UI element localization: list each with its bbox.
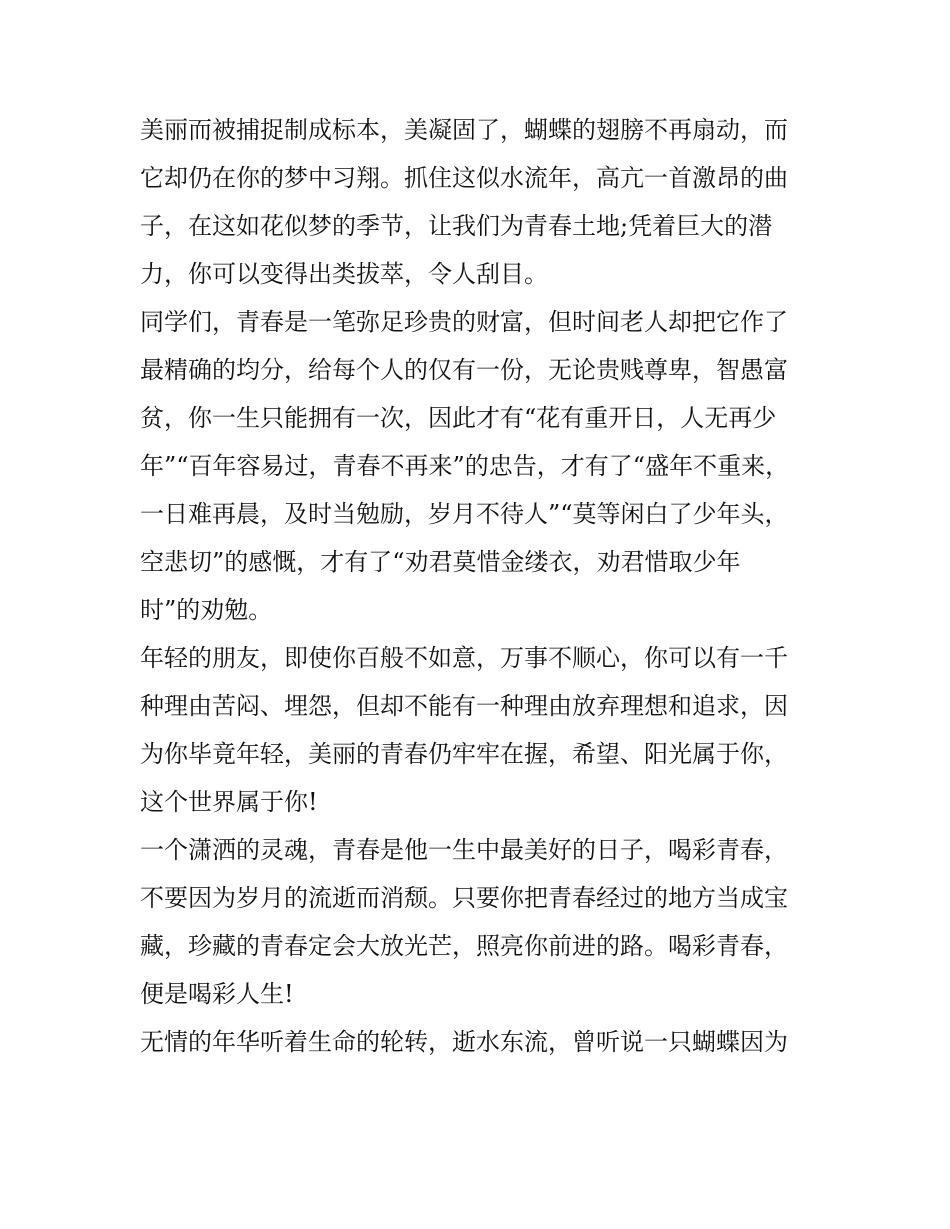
text-line: 它却仍在你的梦中习翔。抓住这似水流年，高亢一首激昂的曲 (140, 164, 788, 192)
text-line: 同学们，青春是一笔弥足珍贵的财富，但时间老人却把它作了 (140, 308, 788, 336)
text-line: 一日难再晨，及时当勉励，岁月不待人”“莫等闲白了少年头， (140, 500, 789, 528)
text-line: 空悲切”的感慨，才有了“劝君莫惜金缕衣，劝君惜取少年 (140, 548, 741, 576)
text-line: 贫，你一生只能拥有一次，因此才有“花有重开日，人无再少 (140, 404, 777, 432)
text-line: 这个世界属于你! (140, 788, 318, 816)
text-line: 藏，珍藏的青春定会大放光芒，照亮你前进的路。喝彩青春， (140, 932, 788, 960)
text-line: 年轻的朋友，即使你百般不如意，万事不顺心，你可以有一千 (140, 644, 788, 672)
text-line: 不要因为岁月的流逝而消颓。只要你把青春经过的地方当成宝 (140, 884, 788, 912)
text-line: 时”的劝勉。 (140, 596, 273, 624)
text-line: 子，在这如花似梦的季节，让我们为青春土地;凭着巨大的潜 (140, 212, 773, 240)
text-line: 种理由苦闷、埋怨，但却不能有一种理由放弃理想和追求，因 (140, 692, 788, 720)
essay-body (140, 106, 830, 1066)
text-line: 美丽而被捕捉制成标本，美凝固了，蝴蝶的翅膀不再扇动，而 (140, 116, 788, 144)
text-line: 为你毕竟年轻，美丽的青春仍牢牢在握，希望、阳光属于你， (140, 740, 788, 768)
text-line: 无情的年华听着生命的轮转，逝水东流，曾听说一只蝴蝶因为 (140, 1028, 788, 1056)
text-line: 最精确的均分，给每个人的仅有一份，无论贵贱尊卑，智愚富 (140, 356, 788, 384)
text-line: 力，你可以变得出类拔萃，令人刮目。 (140, 260, 548, 288)
text-line: 便是喝彩人生! (140, 980, 294, 1008)
text-line: 年”“百年容易过，青春不再来”的忠告，才有了“盛年不重来， (140, 452, 790, 480)
text-line: 一个潇洒的灵魂，青春是他一生中最美好的日子，喝彩青春， (140, 836, 788, 864)
